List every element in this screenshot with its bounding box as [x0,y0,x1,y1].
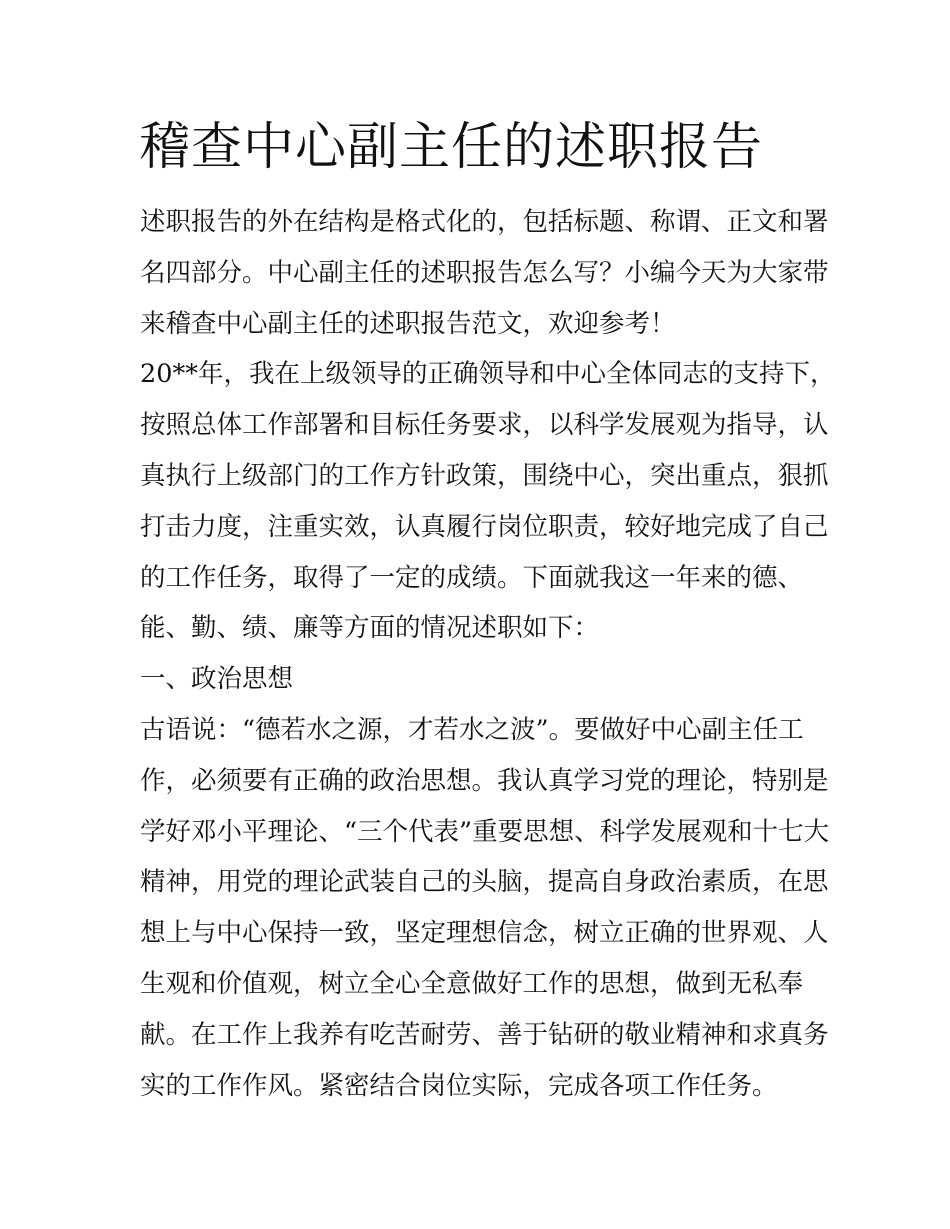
body-line-7: 打击力度，注重实效，认真履行岗位职责，较好地完成了自己 [140,511,829,542]
document-title: 稽查中心副主任的述职报告 [139,118,764,177]
body-line-8: 的工作任务，取得了一定的成绩。下面就我这一年来的德、 [140,562,804,593]
body-line-17: 献。在工作上我养有吃苦耐劳、善于钻研的敬业精神和求真务 [140,1019,829,1050]
body-line-1: 述职报告的外在结构是格式化的，包括标题、称谓、正文和署 [140,207,829,237]
body-line-15: 想上与中心保持一致，坚定理想信念，树立正确的世界观、人 [140,918,829,949]
body-line-5: 按照总体工作部署和目标任务要求，以科学发展观为指导，认 [140,410,829,441]
body-line-2: 名四部分。中心副主任的述职报告怎么写？小编今天为大家带 [140,257,829,288]
body-line-6: 真执行上级部门的工作方针政策，围绕中心，突出重点，狠抓 [140,460,829,491]
body-line-18: 实的工作作风。紧密结合岗位实际，完成各项工作任务。 [140,1070,778,1101]
body-line-16: 生观和价值观，树立全心全意做好工作的思想，做到无私奉 [140,968,804,999]
body-line-11: 古语说：“德若水之源，才若水之波”。要做好中心副主任工 [140,714,804,745]
section-heading-political-thought: 一、政治思想 [140,664,294,695]
body-line-3: 来稽查中心副主任的述职报告范文，欢迎参考！ [140,308,676,339]
body-line-13: 学好邓小平理论、“三个代表”重要思想、科学发展观和十七大 [140,816,830,847]
document-body [140,197,836,1111]
body-line-12: 作，必须要有正确的政治思想。我认真学习党的理论，特别是 [140,765,829,796]
body-line-4: 20**年，我在上级领导的正确领导和中心全体同志的支持下， [140,359,836,390]
body-line-9: 能、勤、绩、廉等方面的情况述职如下： [140,613,600,644]
body-line-14: 精神，用党的理论武装自己的头脑，提高自身政治素质，在思 [140,867,829,898]
